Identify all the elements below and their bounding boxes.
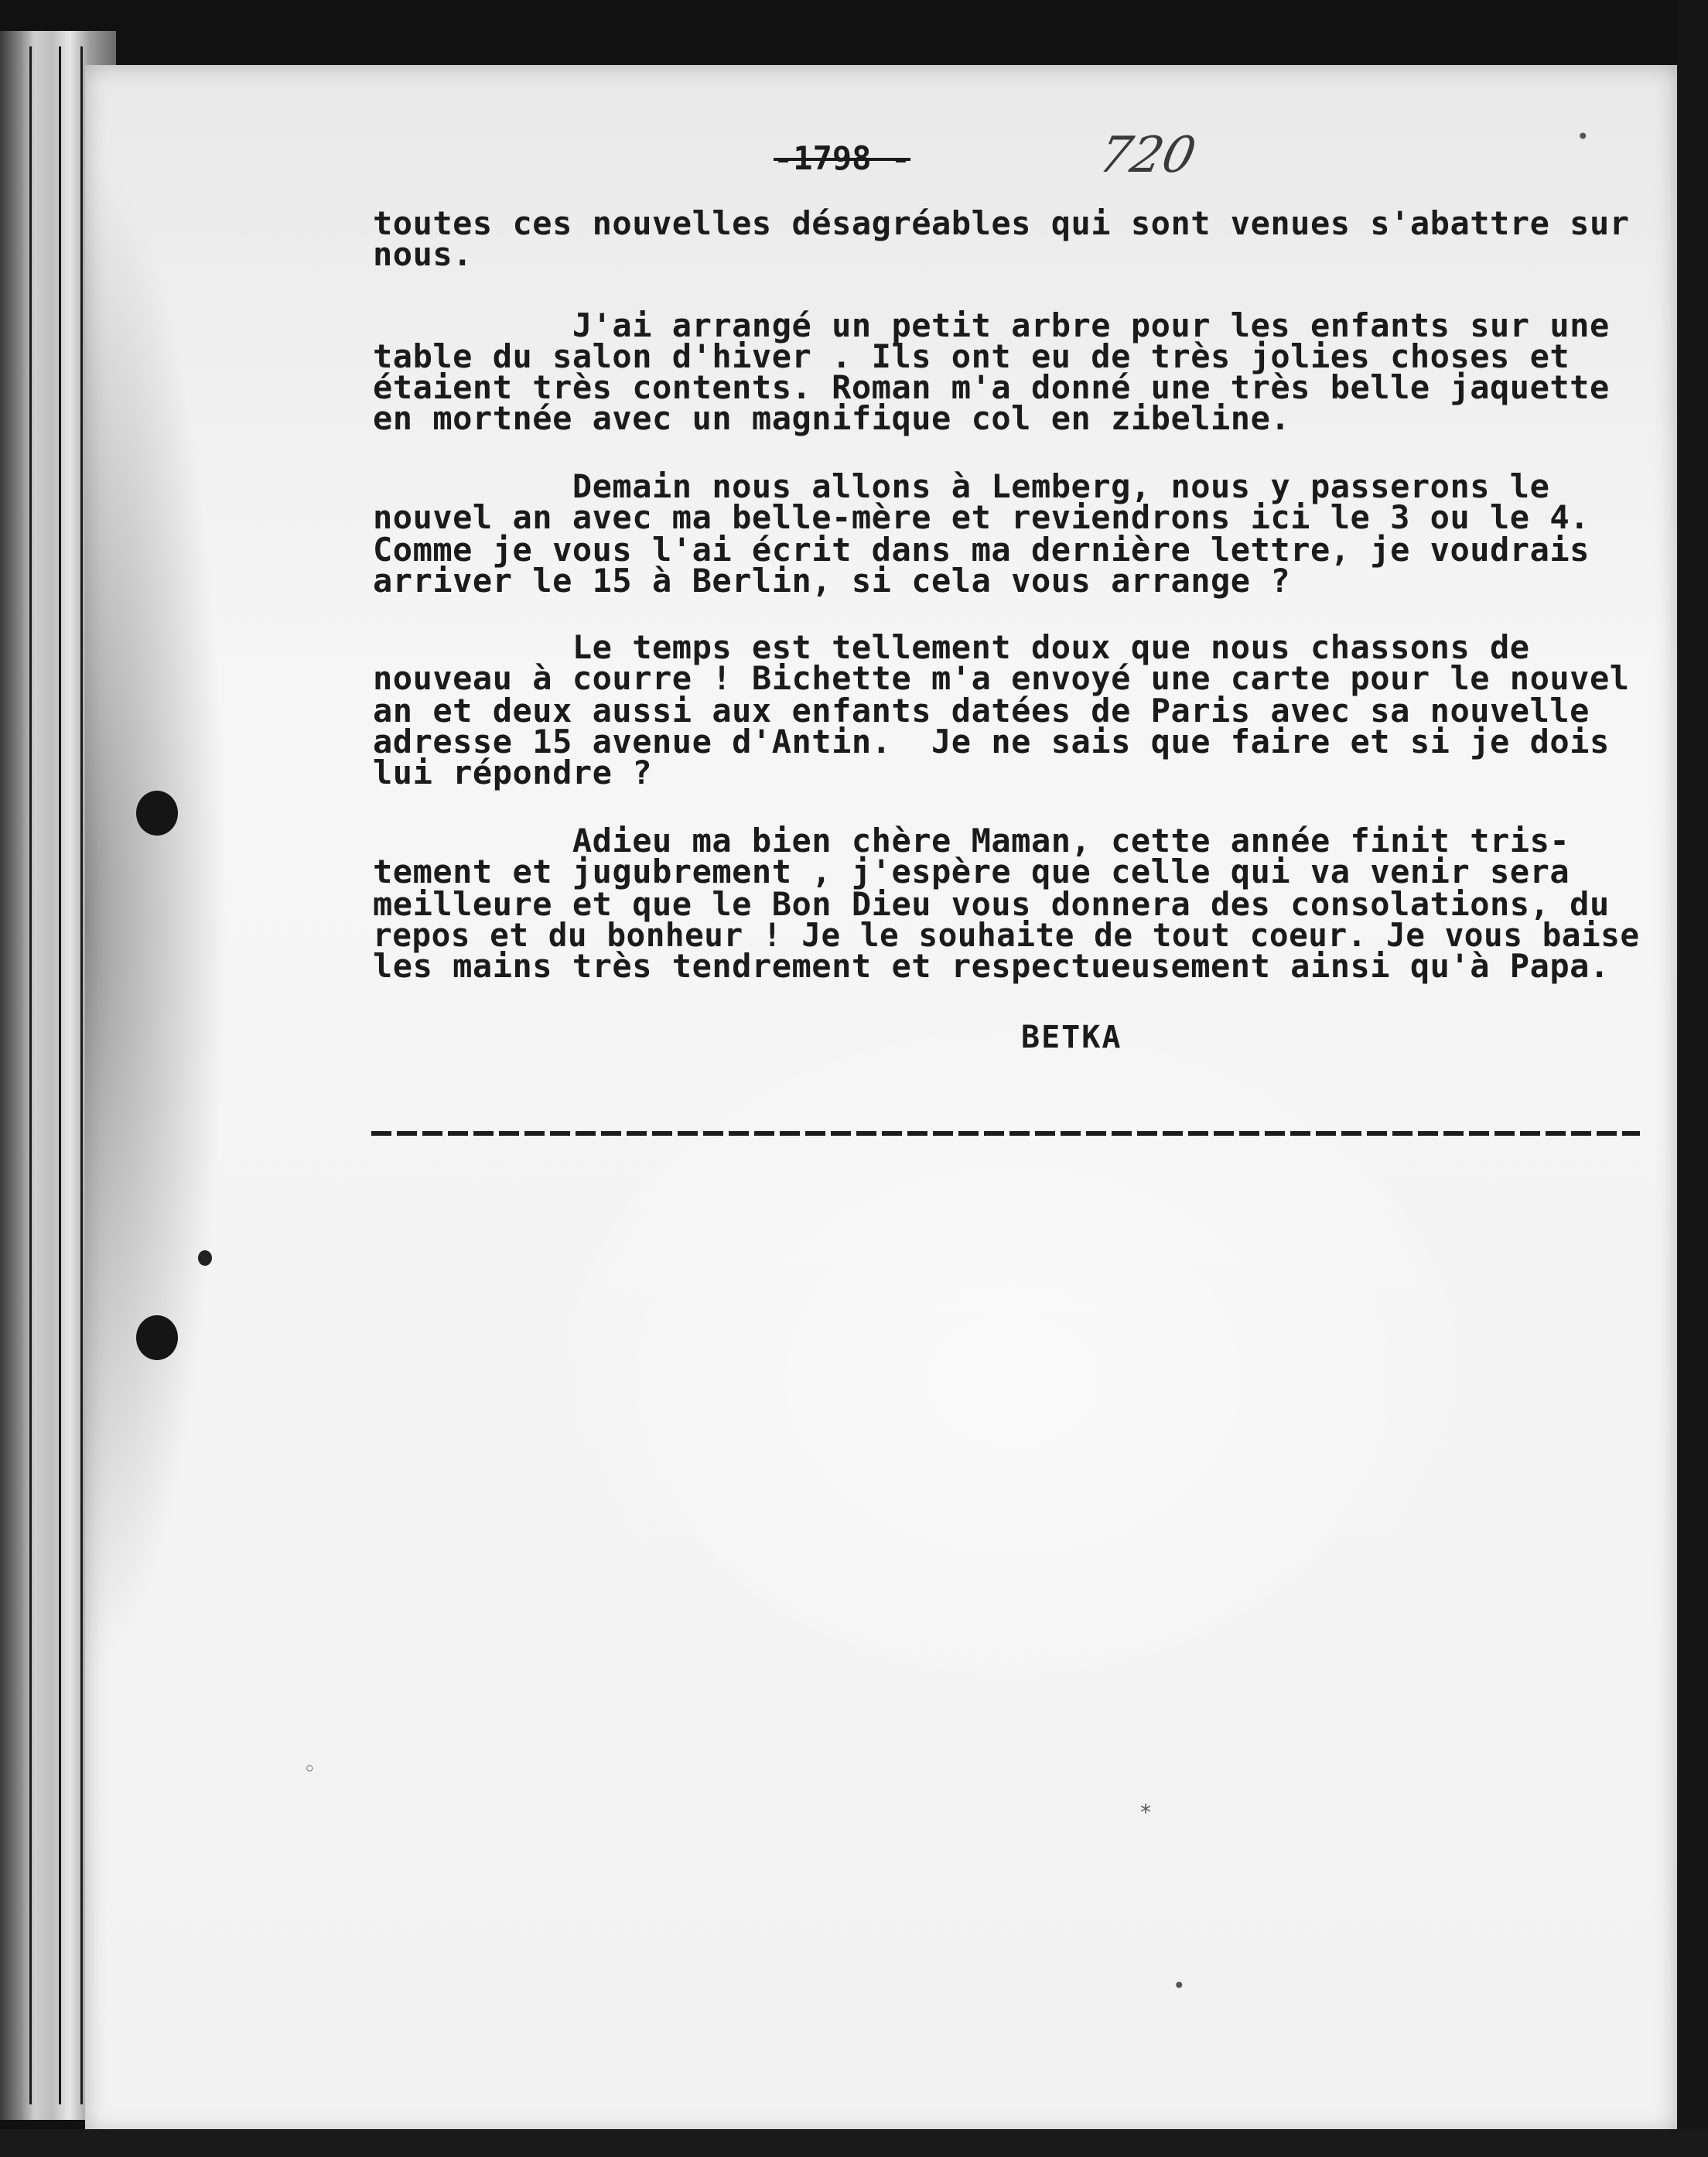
ink-dot <box>198 1250 212 1266</box>
text-line: Adieu ma bien chère Maman, cette année finit tris- <box>373 822 1570 860</box>
ink-speck: • <box>1173 1973 1186 1998</box>
scan-bottom-border <box>0 2129 1708 2157</box>
page-number: -1798 - <box>774 139 911 177</box>
text-line: en mortnée avec un magnifique col en zibeline. <box>373 399 1291 437</box>
text-line: adresse 15 avenue d'Antin. Je ne sais que faire et si je dois <box>373 723 1610 761</box>
text-line: Demain nous allons à Lemberg, nous y passerons le <box>373 467 1550 505</box>
scan-right-border <box>1677 0 1708 2157</box>
text-line: Le temps est tellement doux que nous chassons de <box>373 628 1530 666</box>
text-line: Comme je vous l'ai écrit dans ma dernière lettre, je voudrais <box>373 531 1590 569</box>
ink-speck: * <box>1140 1800 1151 1825</box>
text-line: meilleure et que le Bon Dieu vous donnera des consolations, du <box>373 885 1610 923</box>
handwritten-folio: 720 <box>1094 127 1201 184</box>
text-line: arriver le 15 à Berlin, si cela vous arrange ? <box>373 562 1291 600</box>
punch-hole <box>136 791 178 836</box>
text-line: tement et jugubrement , j'espère que celle qui va venir sera <box>373 853 1570 890</box>
punch-hole <box>136 1315 178 1360</box>
signature: BETKA <box>1021 1020 1122 1055</box>
text-line: les mains très tendrement et respectueusement ainsi qu'à Papa. <box>373 947 1610 985</box>
page-edge-line <box>80 46 83 2104</box>
text-line: nous. <box>373 235 473 273</box>
text-line: nouvel an avec ma belle-mère et reviendrons ici le 3 ou le 4. <box>373 498 1590 536</box>
page-edge-line <box>59 46 61 2104</box>
ink-speck: ◦ <box>303 1756 316 1782</box>
text-line: lui répondre ? <box>373 754 653 791</box>
text-line: an et deux aussi aux enfants datées de Paris avec sa nouvelle <box>373 692 1590 730</box>
text-line: repos et du bonheur ! Je le souhaite de tout coeur. Je vous baise <box>373 916 1640 954</box>
text-line: nouveau à courre ! Bichette m'a envoyé une carte pour le nouvel <box>373 659 1630 697</box>
dashed-separator <box>371 1131 1640 1136</box>
text-line: toutes ces nouvelles désagréables qui sont venues s'abattre sur <box>373 204 1630 242</box>
text-line: étaient très contents. Roman m'a donné une très belle jaquette <box>373 368 1610 406</box>
text-line: J'ai arrangé un petit arbre pour les enfants sur une <box>373 306 1610 344</box>
page-edge-line <box>29 46 32 2104</box>
ink-speck: • <box>1576 124 1590 149</box>
text-line: table du salon d'hiver . Ils ont eu de très jolies choses et <box>373 337 1570 375</box>
